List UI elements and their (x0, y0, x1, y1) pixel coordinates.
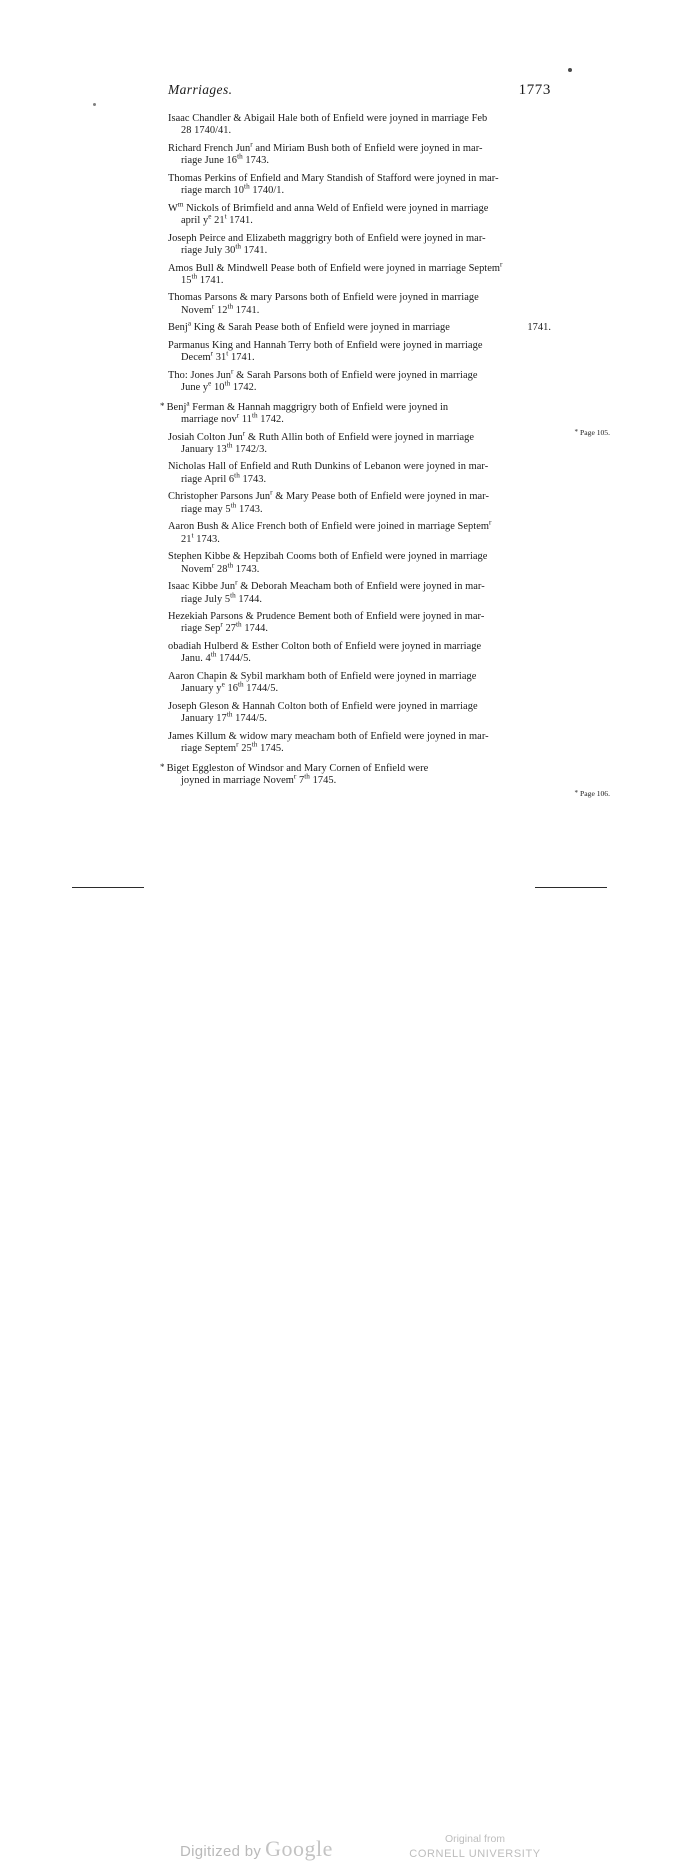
entry-line-secondary: riage July 5th 1744. (181, 591, 263, 605)
marriage-record-entry (168, 292, 551, 317)
marriage-record-entry (168, 518, 551, 546)
original-from-label: Original from (444, 1833, 506, 1845)
entry-line-secondary: riage April 6th 1743. (181, 471, 267, 485)
entry-line-secondary: riage may 5th 1743. (181, 501, 263, 515)
entry-line-secondary: 21$^t$ 1743. (181, 531, 220, 545)
entry-line-primary: * Biget Eggleston of Windsor and Mary Cornen of Enfield were (160, 761, 429, 774)
marriage-record-entry (160, 761, 610, 799)
marriage-record-entry (168, 140, 551, 168)
entry-line-primary: Nicholas Hall of Enfield and Ruth Dunkins of Lebanon were joyned in mar- (168, 461, 489, 473)
marriage-record-entry (168, 578, 551, 606)
entry-line-secondary: riage July 30th 1741. (181, 242, 268, 257)
entry-line-secondary: riage June 16th 1743. (181, 152, 270, 167)
entry-line-secondary: January $y^e$ 16th 1744/5. (181, 680, 279, 695)
marriage-record-entry (168, 701, 551, 726)
page-header-title: Marriages. (168, 82, 233, 97)
margin-page-reference: * Page 105. (574, 428, 610, 438)
entry-line-primary: Aaron Chapin & Sybil markham both of Enfield were joyned in marriage (168, 670, 477, 682)
marriage-record-entry (168, 731, 551, 756)
footer-rule-right (535, 887, 607, 888)
footer-rule-left (72, 887, 144, 888)
entry-line-primary: Isaac Chandler & Abigail Hale both of Enfield were joyned in marriage Feb (168, 113, 488, 124)
google-wordmark: Google (265, 1836, 333, 1861)
digitized-by-label (180, 1836, 333, 1862)
marriage-record-entry (168, 319, 551, 334)
entry-line-primary: Benj$^a$ King & Sarah Pease both of Enfield were joyned in marriage 1741. (168, 319, 551, 334)
entry-line-primary: Josiah Colton Jun$^r$ & Ruth Allin both of Enfield were joyned in marriage (168, 429, 475, 443)
entry-line-primary: Joseph Gleson & Hannah Colton both of Enfield were joyned in marriage (168, 700, 478, 712)
entry-line-secondary: joyned in marriage Novem$^r$ 7th 1745. (181, 772, 337, 786)
entry-line-secondary: Decem$^r$ 31$^t$ 1741. (181, 349, 255, 364)
entry-line-secondary: January 17th 1744/5. (181, 710, 267, 725)
digitized-by-text: Digitized by (180, 1843, 262, 1860)
entry-line-secondary: 28 1740/41. (181, 125, 232, 137)
margin-page-reference: * Page 106. (574, 789, 610, 799)
entry-line-secondary: Janu. 4th 1744/5. (181, 650, 251, 665)
entry-line-primary: Tho: Jones Jun$^r$ & Sarah Parsons both of Enfield were joyned in marriage (168, 367, 478, 381)
entry-line-secondary: June $y^e$ 10th 1742. (181, 379, 257, 394)
marriage-record-entry (168, 611, 551, 636)
marriage-record-entry (168, 641, 551, 666)
entry-line-primary: Stephen Kibbe & Hepzibah Cooms both of Enfield were joyned in marriage (168, 551, 488, 563)
institution-label: CORNELL UNIVERSITY (409, 1848, 541, 1860)
entry-line-secondary: marriage nov$^r$ 11th 1742. (181, 411, 284, 426)
entry-line-secondary: Novem$^r$ 28th 1743. (181, 561, 260, 575)
entry-line-primary: Hezekiah Parsons & Prudence Bement both of Enfield were joyned in mar- (168, 611, 485, 622)
page-header-year: 1773 (518, 82, 551, 98)
entry-line-secondary: 15th 1741. (181, 272, 224, 286)
entry-line-secondary: January 13th 1742/3. (181, 441, 267, 455)
marriage-record-entry (168, 233, 551, 258)
entry-year: 1741. (527, 322, 551, 334)
entry-line-secondary: Novem$^r$ 12th 1741. (181, 302, 260, 316)
entry-line-primary: $W^m$ Nickols of Brimfield and anna Weld of Enfield were joyned in marriage (168, 200, 489, 214)
marriage-record-entry (168, 367, 551, 395)
entry-line-secondary: riage march 10th 1740/1. (181, 182, 285, 197)
entry-line-primary: Thomas Perkins of Enfield and Mary Standish of Stafford were joyned in mar- (168, 172, 499, 184)
entry-line-primary: Parmanus King and Hannah Terry both of Enfield were joyned in marriage (168, 339, 483, 351)
marriage-record-entry (168, 671, 551, 696)
marriage-record-entry (168, 340, 551, 365)
entry-line-secondary: riage Sep$^r$ 27th 1744. (181, 620, 268, 635)
marriage-record-entry (168, 429, 551, 457)
asterisk-icon: * (574, 428, 579, 437)
page-speck-icon (93, 103, 96, 106)
marriage-record-entry (168, 200, 551, 228)
entry-line-primary: obadiah Hulberd & Esther Colton both of Enfield were joyned in marriage (168, 640, 482, 652)
marriage-records-list (160, 113, 610, 799)
page-header (168, 82, 551, 99)
entry-line-primary: Thomas Parsons & mary Parsons both of Enfield were joyned in marriage (168, 292, 479, 304)
entry-line-primary: Amos Bull & Mindwell Pease both of Enfield were joyned in marriage Septem$^r$ (168, 260, 503, 274)
asterisk-icon: * (160, 400, 165, 411)
entry-line-secondary: riage Septem$^r$ 25th 1745. (181, 740, 284, 755)
marriage-record-entry (168, 173, 551, 198)
asterisk-icon: * (160, 761, 165, 772)
entry-line-primary: James Killum & widow mary meacham both of Enfield were joyned in mar- (168, 730, 489, 742)
marriage-record-entry (168, 488, 551, 516)
marriage-record-entry (168, 113, 551, 138)
entry-line-primary: Aaron Bush & Alice French both of Enfield were joined in marriage Septem$^r$ (168, 518, 492, 533)
page-footer (0, 916, 679, 1861)
entry-line-primary: Isaac Kibbe Jun$^r$ & Deborah Meacham both of Enfield were joyned in mar- (168, 578, 485, 593)
entry-line-primary: * Benj$^a$ Ferman & Hannah maggrigry both of Enfield were joyned in (160, 399, 449, 413)
original-from-block (385, 1832, 565, 1862)
entry-line-primary: Richard French Jun$^r$ and Miriam Bush both of Enfield were joyned in mar- (168, 140, 483, 154)
page-speck-icon (568, 68, 572, 72)
entry-line-primary: Christopher Parsons Jun$^r$ & Mary Pease both of Enfield were joyned in mar- (168, 488, 489, 503)
asterisk-icon: * (574, 789, 579, 798)
entry-line-secondary: april $y^e$ 21$^t$ 1741. (181, 212, 253, 227)
marriage-record-entry (168, 461, 551, 486)
marriage-record-entry (168, 260, 551, 288)
entry-line-primary: Joseph Peirce and Elizabeth maggrigry both of Enfield were joyned in mar- (168, 232, 486, 244)
marriage-record-entry (168, 551, 551, 576)
